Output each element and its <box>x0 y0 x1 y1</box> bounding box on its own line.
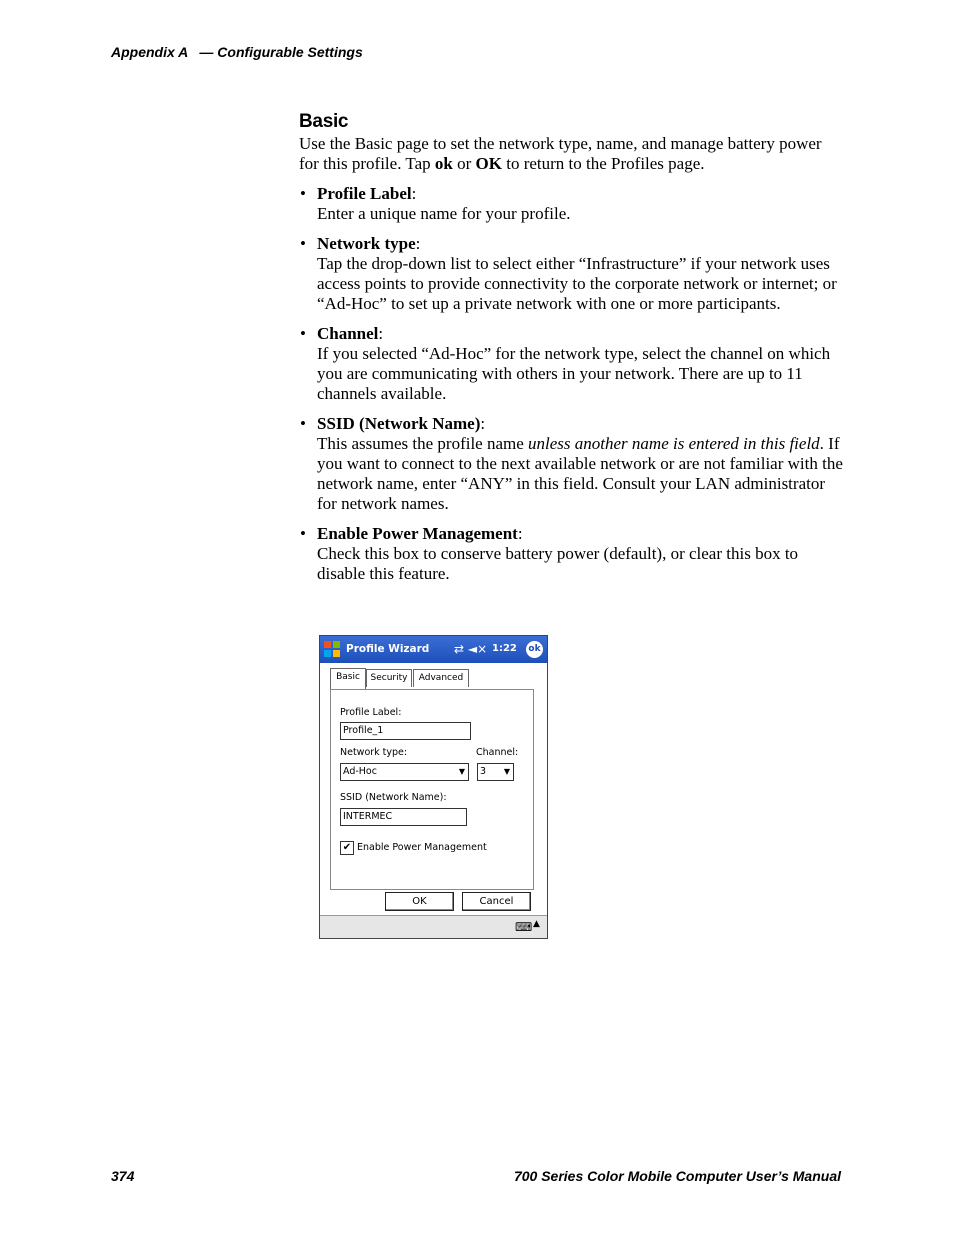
settings-list <box>299 184 844 584</box>
profile-label-caption: Profile Label: <box>340 707 402 718</box>
ok-lower-term: ok <box>434 154 453 173</box>
ok-icon-button[interactable]: ok <box>526 641 543 658</box>
windows-start-icon[interactable] <box>323 640 341 658</box>
profile-wizard-screenshot <box>319 635 548 939</box>
running-header: Appendix A — Configurable Settings <box>111 44 363 60</box>
tab-security[interactable]: Security <box>366 669 412 687</box>
bullet-glyph: • <box>300 524 306 543</box>
power-management-label: Enable Power Management <box>357 842 487 853</box>
bullet-glyph: • <box>300 184 306 203</box>
description <box>317 344 844 404</box>
page-number: 374 <box>111 1168 135 1184</box>
tab-advanced[interactable]: Advanced <box>413 669 469 687</box>
bullet-glyph: • <box>300 414 306 433</box>
intro-paragraph <box>299 134 844 174</box>
emphasis-text: unless another name is entered in this field <box>528 434 820 453</box>
clock[interactable]: 1:22 <box>492 643 517 654</box>
main-content <box>299 110 844 594</box>
menu-bar <box>320 915 547 938</box>
description <box>317 204 844 224</box>
term: Enable Power Management <box>317 524 518 543</box>
intro-text: Use the Basic page to set the network type, name, and manage battery power for this profile. Tap <box>299 134 822 173</box>
desc-text: This assumes the profile name <box>317 434 529 453</box>
cancel-button[interactable]: Cancel <box>462 892 531 911</box>
desc-text-continued: . If you want to connect to the next available network or are not familiar with the network name, enter “ANY” in this field. Consult your LAN administrator for network names. <box>317 434 843 513</box>
list-item-power-management: • Enable Power Management: Check this box to conserve battery power (default), or clear this box to disable this feature. <box>299 524 844 584</box>
channel-dropdown[interactable] <box>477 763 514 781</box>
list-item-profile-label: • Profile Label: Enter a unique name for your profile. <box>299 184 844 224</box>
list-item-channel: • Channel: If you selected “Ad-Hoc” for the network type, select the channel on which you are communicating with others in your network. There are up to 11 channels available. <box>299 324 844 404</box>
bullet-glyph: • <box>300 234 306 253</box>
keyboard-icon[interactable]: ⌨ <box>515 920 533 934</box>
power-management-checkbox[interactable]: ✔ <box>340 841 354 855</box>
window-title: Profile Wizard <box>346 643 430 655</box>
desc-text: If you selected “Ad-Hoc” for the network type, select the channel on which you are communicating with others in your network. There are up to 11 channels available. <box>317 344 831 403</box>
network-type-caption: Network type: <box>340 747 408 758</box>
title-bar <box>320 636 547 663</box>
or-text: or <box>452 154 476 173</box>
chevron-down-icon: ▼ <box>503 767 510 776</box>
basic-panel <box>330 689 534 890</box>
intro-tail: to return to the Profiles page. <box>501 154 705 173</box>
channel-caption: Channel: <box>476 747 519 758</box>
channel-value: 3 <box>480 766 487 777</box>
term: Profile Label <box>317 184 412 203</box>
desc-text: Tap the drop-down list to select either “Infrastructure” if your network uses access points to provide connectivity to the corporate network or internet; or “Ad-Hoc” to set up a private network with one or more participants. <box>317 254 837 313</box>
connectivity-volume-icon[interactable]: ⇄ ◄× <box>454 642 488 656</box>
description <box>317 544 844 584</box>
ok-button[interactable]: OK <box>385 892 454 911</box>
term: Network type <box>317 234 416 253</box>
description <box>317 434 844 514</box>
network-type-dropdown[interactable] <box>340 763 469 781</box>
desc-text: Check this box to conserve battery power (default), or clear this box to disable this feature. <box>317 544 799 583</box>
description <box>317 254 844 314</box>
profile-label-input[interactable]: Profile_1 <box>340 722 471 740</box>
desc-text: Enter a unique name for your profile. <box>317 204 571 223</box>
ssid-input[interactable]: INTERMEC <box>340 808 467 826</box>
ok-upper-term: OK <box>475 154 502 173</box>
list-item-ssid: • SSID (Network Name): This assumes the profile name unless another name is entered in this field. If you want to connect to the next available network or are not familiar with the network name, enter “ANY” in this field. Consult your LAN administrator for network names. <box>300 414 843 513</box>
term: SSID (Network Name) <box>317 414 481 433</box>
network-type-value: Ad-Hoc <box>343 766 377 777</box>
tab-basic[interactable]: Basic <box>330 668 366 689</box>
manual-title: 700 Series Color Mobile Computer User’s Manual <box>513 1168 841 1184</box>
term: Channel <box>317 324 379 343</box>
section-title: Basic <box>299 111 349 132</box>
ssid-caption: SSID (Network Name): <box>340 792 447 803</box>
chevron-down-icon: ▼ <box>458 767 465 776</box>
chevron-up-icon[interactable]: ▲ <box>533 919 540 929</box>
list-item-network-type: • Network type: Tap the drop-down list to select either “Infrastructure” if your network uses access points to provide connectivity to the corporate network or internet; or “Ad-Hoc” to set up a private network with one or more participants. <box>299 234 844 314</box>
bullet-glyph: • <box>300 324 306 343</box>
